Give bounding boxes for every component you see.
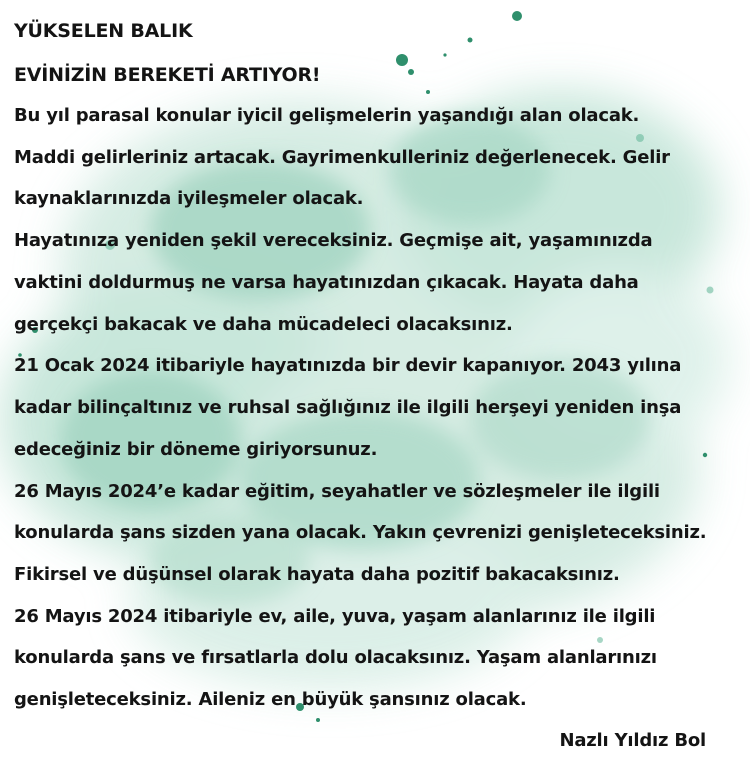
body-line-7: 21 Ocak 2024 itibariyle hayatınızda bir devir kapanıyor. 2043 yılına [14, 355, 682, 376]
body-line-4: Hayatınıza yeniden şekil vereceksiniz. Geçmişe ait, yaşamınızda [14, 230, 653, 251]
signature: Nazlı Yıldız Bol [559, 730, 706, 751]
body-line-9: edeceğiniz bir döneme giriyorsunuz. [14, 439, 378, 460]
body-line-1: Bu yıl parasal konular iyicil gelişmelerin yaşandığı alan olacak. [14, 105, 640, 126]
body-line-3: kaynaklarınızda iyileşmeler olacak. [14, 188, 364, 209]
body-line-13: 26 Mayıs 2024 itibariyle ev, aile, yuva, yaşam alanlarınız ile ilgili [14, 606, 656, 627]
body-line-12: Fikirsel ve düşünsel olarak hayata daha pozitif bakacaksınız. [14, 564, 620, 585]
title-line-2: EVİNİZİN BEREKETİ ARTIYOR! [14, 64, 321, 86]
body-line-14: konularda şans ve fırsatlarla dolu olacaksınız. Yaşam alanlarınızı [14, 647, 657, 668]
body-line-6: gerçekçi bakacak ve daha mücadeleci olacaksınız. [14, 314, 513, 335]
body-line-15: genişleteceksiniz. Aileniz en büyük şansınız olacak. [14, 689, 527, 710]
body-line-8: kadar bilinçaltınız ve ruhsal sağlığınız ile ilgili herşeyi yeniden inşa [14, 397, 682, 418]
body-line-11: konularda şans sizden yana olacak. Yakın çevrenizi genişleteceksiniz. [14, 522, 707, 543]
body-line-2: Maddi gelirleriniz artacak. Gayrimenkulleriniz değerlenecek. Gelir [14, 147, 670, 168]
body-line-10: 26 Mayıs 2024’e kadar eğitim, seyahatler ve sözleşmeler ile ilgili [14, 481, 660, 502]
title-line-1: YÜKSELEN BALIK [14, 20, 193, 42]
body-line-5: vaktini doldurmuş ne varsa hayatınızdan çıkacak. Hayata daha [14, 272, 639, 293]
